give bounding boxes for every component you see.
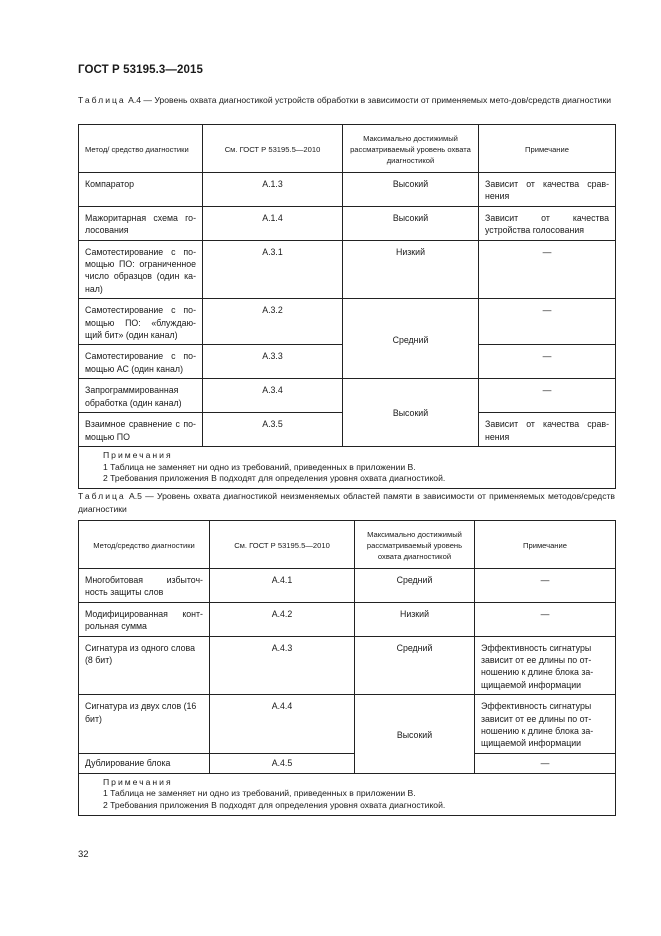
table-row	[79, 173, 616, 207]
notes-title: Примечания	[103, 449, 173, 460]
header-reference: См. ГОСТ Р 53195.5—2010	[203, 125, 343, 173]
reference-cell: А.1.3	[203, 173, 343, 207]
reference-cell: А.4.1	[210, 569, 355, 603]
page-number: 32	[78, 849, 89, 860]
reference-cell: А.3.1	[203, 240, 343, 299]
note-cell: Эффективность сигнатуры зависит от ее длины по от-ношению к длине блока за-щищаемой информации	[475, 695, 616, 754]
table-row	[79, 602, 616, 636]
table-a5-caption	[78, 490, 615, 515]
header-method: Метод/ средство диагностики	[79, 125, 203, 173]
note-cell: —	[479, 299, 616, 345]
level-cell: Средний	[355, 569, 475, 603]
method-cell: Самотестирование с по-мощью АС (один канал)	[79, 345, 203, 379]
table-row	[79, 299, 616, 345]
method-cell: Самотестирование с по-мощью ПО: ограниченное число образцов (один ка-нал)	[79, 240, 203, 299]
table-row	[79, 240, 616, 299]
note-cell: Зависит от качества срав-нения	[479, 413, 616, 447]
header-note: Примечание	[479, 125, 616, 173]
notes-row	[79, 773, 616, 815]
level-cell: Средний	[343, 299, 479, 379]
level-cell: Высокий	[343, 173, 479, 207]
header-note: Примечание	[475, 521, 616, 569]
note-cell: —	[475, 602, 616, 636]
reference-cell: А.4.2	[210, 602, 355, 636]
header-level: Максимально достижимый рассматриваемый уровень охвата диагностикой	[355, 521, 475, 569]
table-a4-caption-label: Таблица	[78, 95, 126, 105]
header-level: Максимально достижимый рассматриваемый уровень охвата диагностикой	[343, 125, 479, 173]
table-a5	[78, 520, 616, 816]
document-header: ГОСТ Р 53195.3—2015	[78, 64, 203, 76]
table-row	[79, 206, 616, 240]
header-method: Метод/средство диагностики	[79, 521, 210, 569]
table-a4-caption	[78, 94, 615, 107]
reference-cell: А.4.5	[210, 753, 355, 773]
reference-cell: А.4.3	[210, 636, 355, 695]
note-line: 1 Таблица не заменяет ни одно из требований, приведенных в приложении В.	[103, 788, 416, 799]
table-a4	[78, 124, 616, 489]
table-row	[79, 753, 616, 773]
note-line: 1 Таблица не заменяет ни одно из требований, приведенных в приложении В.	[103, 461, 416, 472]
note-cell: —	[475, 569, 616, 603]
table-row	[79, 569, 616, 603]
reference-cell: А.3.5	[203, 413, 343, 447]
table-row	[79, 695, 616, 754]
method-cell: Компаратор	[79, 173, 203, 207]
method-cell: Мажоритарная схема го-лосования	[79, 206, 203, 240]
table-row	[79, 379, 616, 413]
reference-cell: А.3.2	[203, 299, 343, 345]
level-cell: Высокий	[343, 379, 479, 447]
method-cell: Самотестирование с по-мощью ПО: «блуждаю-щий бит» (один канал)	[79, 299, 203, 345]
table-a5-caption-label: Таблица	[78, 491, 126, 501]
note-line: 2 Требования приложения В подходят для определения уровня охвата диагностикой.	[103, 473, 446, 484]
note-cell: —	[479, 379, 616, 413]
table-a5-caption-text: А.5 — Уровень охвата диагностикой неизменяемых областей памяти в зависимости от применяемых методов/средств диагностики	[78, 491, 615, 514]
method-cell: Запрограммированная обработка (один канал)	[79, 379, 203, 413]
note-cell: Эффективность сигнатуры зависит от ее длины по от-ношению к длине блока за-щищаемой информации	[475, 636, 616, 695]
header-reference: См. ГОСТ Р 53195.5—2010	[210, 521, 355, 569]
note-cell: —	[479, 345, 616, 379]
table-row	[79, 636, 616, 695]
table-header-row	[79, 125, 616, 173]
note-cell: —	[475, 753, 616, 773]
table-notes	[79, 446, 616, 488]
note-line: 2 Требования приложения В подходят для определения уровня охвата диагностикой.	[103, 800, 446, 811]
method-cell: Модифицированная конт-рольная сумма	[79, 602, 210, 636]
table-notes	[79, 773, 616, 815]
method-cell: Сигнатура из одного слова (8 бит)	[79, 636, 210, 695]
table-header-row	[79, 521, 616, 569]
level-cell: Высокий	[355, 695, 475, 774]
method-cell: Сигнатура из двух слов (16 бит)	[79, 695, 210, 754]
notes-title: Примечания	[103, 776, 173, 787]
note-cell: Зависит от качества срав-нения	[479, 173, 616, 207]
method-cell: Дублирование блока	[79, 753, 210, 773]
reference-cell: А.1.4	[203, 206, 343, 240]
level-cell: Средний	[355, 636, 475, 695]
level-cell: Высокий	[343, 206, 479, 240]
note-cell: —	[479, 240, 616, 299]
notes-row	[79, 446, 616, 488]
reference-cell: А.4.4	[210, 695, 355, 754]
note-cell: Зависит от качества устройства голосования	[479, 206, 616, 240]
method-cell: Многобитовая избыточ-ность защиты слов	[79, 569, 210, 603]
reference-cell: А.3.4	[203, 379, 343, 413]
method-cell: Взаимное сравнение с по-мощью ПО	[79, 413, 203, 447]
level-cell: Низкий	[343, 240, 479, 299]
reference-cell: А.3.3	[203, 345, 343, 379]
level-cell: Низкий	[355, 602, 475, 636]
table-a4-caption-text: А.4 — Уровень охвата диагностикой устройств обработки в зависимости от применяемых мето-дов/средств диагностики	[125, 95, 612, 105]
